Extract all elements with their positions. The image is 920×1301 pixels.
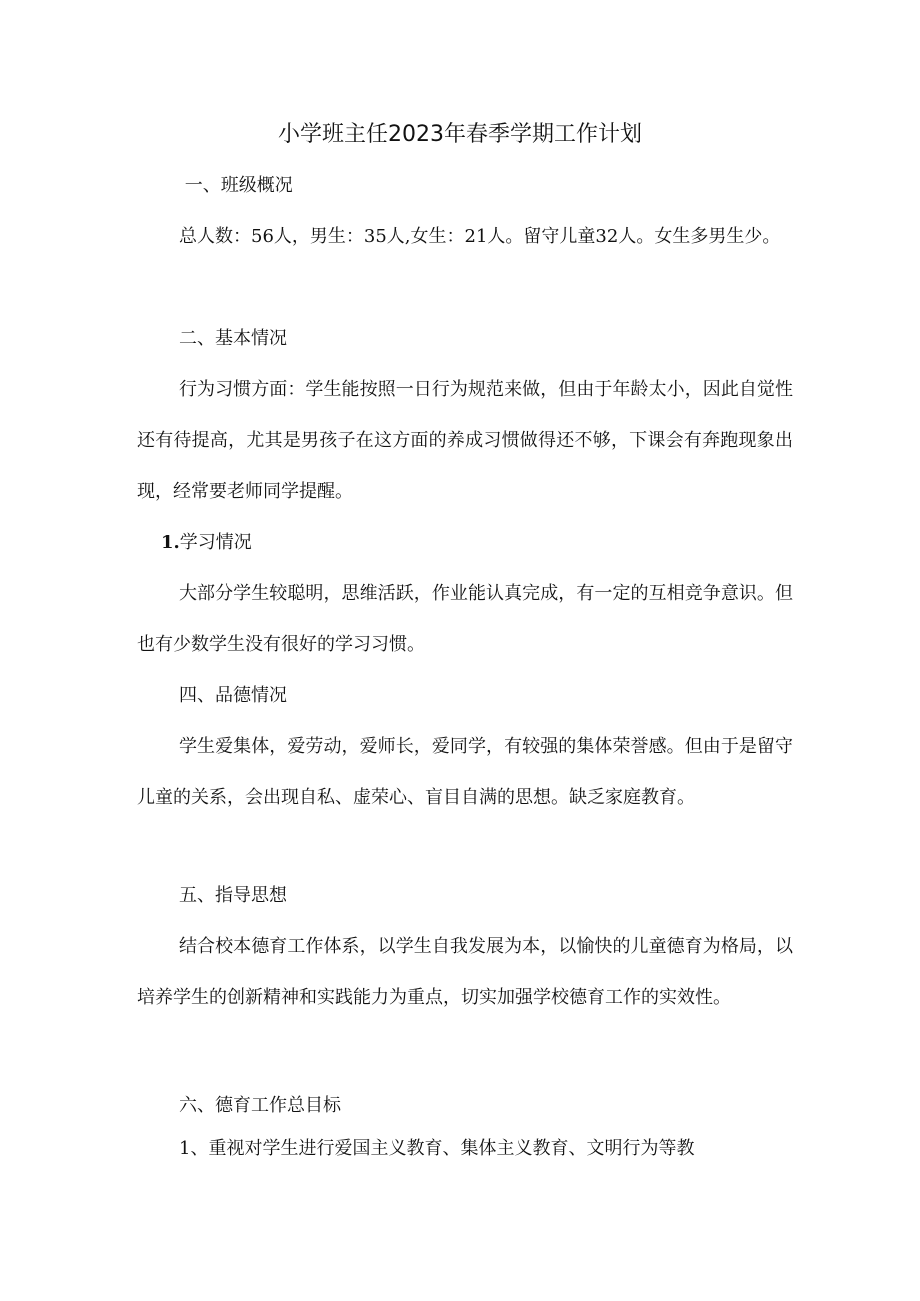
section-number: 1.: [161, 532, 180, 553]
section-heading-basic-situation: 二、基本情况: [179, 328, 287, 349]
paragraph-moral: 学生爱集体，爱劳动，爱师长，爱同学，有较强的集体荣誉感。但由于是留守儿童的关系，会出现自私、虚荣心、盲目自满的思想。缺乏家庭教育。: [137, 736, 793, 808]
document-title: 小学班主任2023年春季学期工作计划: [278, 122, 642, 147]
section-heading-text: 学习情况: [179, 532, 252, 553]
section-heading-moral-goals: 六、德育工作总目标: [179, 1095, 341, 1116]
paragraph-class-overview: 总人数：56人，男生：35人,女生：21人。留守儿童32人。女生多男生少。: [179, 226, 781, 247]
paragraph-basic-situation: 行为习惯方面：学生能按照一日行为规范来做，但由于年龄太小，因此自觉性还有待提高，尤其是男孩子在这方面的养成习惯做得还不够，下课会有奔跑现象出现，经常要老师同学提醒。: [137, 379, 793, 502]
section-heading-guiding-ideology: 五、指导思想: [179, 885, 287, 906]
section-heading-learning: [137, 517, 817, 568]
list-item-goal-1: 1、重视对学生进行爱国主义教育、集体主义教育、文明行为等教: [179, 1138, 695, 1159]
paragraph-guiding-ideology: 结合校本德育工作体系，以学生自我发展为本，以愉快的儿童德育为格局，以培养学生的创新精神和实践能力为重点，切实加强学校德育工作的实效性。: [137, 936, 793, 1008]
section-heading-moral: 四、品德情况: [179, 685, 287, 706]
section-heading-class-overview: [137, 160, 793, 211]
section-heading-text: 一、班级概况: [179, 175, 293, 196]
paragraph-learning: 大部分学生较聪明，思维活跃，作业能认真完成，有一定的互相竞争意识。但也有少数学生没有很好的学习习惯。: [137, 583, 793, 655]
